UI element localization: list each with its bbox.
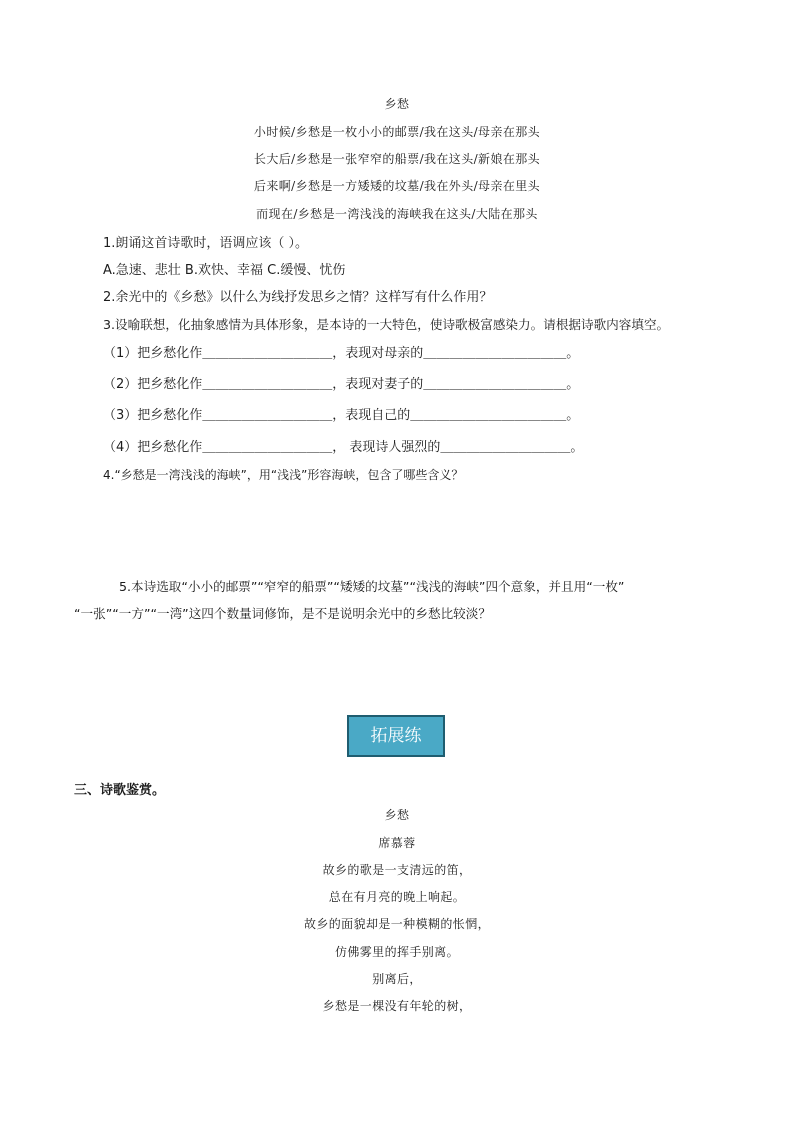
poem1-line: 长大后/乡愁是一张窄窄的船票/我在这头/新娘在那头 [253,152,541,166]
poem1-line: 后来啊/乡愁是一方矮矮的坟墓/我在外头/母亲在里头 [253,179,541,193]
question-1: 1.朗诵这首诗歌时，语调应该（ ）。 [103,236,309,251]
poem2-line: 别离后， [372,972,422,986]
question-3-item: （1）把乡愁化作＿＿＿＿＿＿＿＿＿＿，表现对母亲的＿＿＿＿＿＿＿＿＿＿＿。 [103,346,580,361]
poem1-line: 小时候/乡愁是一枚小小的邮票/我在这头/母亲在那头 [253,125,541,139]
poem2-author: 席慕蓉 [378,836,416,850]
question-4: 4.“乡愁是一湾浅浅的海峡”，用“浅浅”形容海峡，包含了哪些含义？ [103,468,464,482]
question-3-item: （2）把乡愁化作＿＿＿＿＿＿＿＿＿＿，表现对妻子的＿＿＿＿＿＿＿＿＿＿＿。 [103,377,580,392]
poem2-line: 仿佛雾里的挥手别离。 [334,945,459,959]
poem2-line: 故乡的面貌却是一种模糊的怅惘， [303,917,490,931]
question-5-line2: “一张”“一方”“一湾”这四个数量词修饰，是不是说明余光中的乡愁比较淡？ [74,606,491,621]
section-badge: 拓展练 [347,715,445,757]
question-5-line1: 5.本诗选取“小小的邮票”“窄窄的船票”“矮矮的坟墓”“浅浅的海峡”四个意象，并且用“一枚” [119,579,625,594]
poem2-title: 乡愁 [384,808,410,822]
poem1-line: 而现在/乡愁是一湾浅浅的海峡我在这头/大陆在那头 [256,207,538,221]
poem2-line: 故乡的歌是一支清远的笛， [322,863,472,877]
question-3: 3.设喻联想，化抽象感情为具体形象，是本诗的一大特色，使诗歌极富感染力。请根据诗歌内容填空。 [103,317,670,332]
question-2: 2.余光中的《乡愁》以什么为线抒发思乡之情？这样写有什么作用？ [103,290,493,305]
question-3-item: （4）把乡愁化作＿＿＿＿＿＿＿＿＿＿， 表现诗人强烈的＿＿＿＿＿＿＿＿＿＿。 [103,440,584,455]
section-heading: 三、诗歌鉴赏。 [74,783,166,798]
poem2-line: 总在有月亮的晚上响起。 [328,890,466,904]
question-3-item: （3）把乡愁化作＿＿＿＿＿＿＿＿＿＿，表现自己的＿＿＿＿＿＿＿＿＿＿＿＿。 [103,408,580,423]
poem2-line: 乡愁是一棵没有年轮的树， [322,999,472,1013]
question-1-options: A.急速、悲壮 B.欢快、幸福 C.缓慢、忧伤 [103,263,346,278]
poem1-title: 乡愁 [384,97,410,111]
